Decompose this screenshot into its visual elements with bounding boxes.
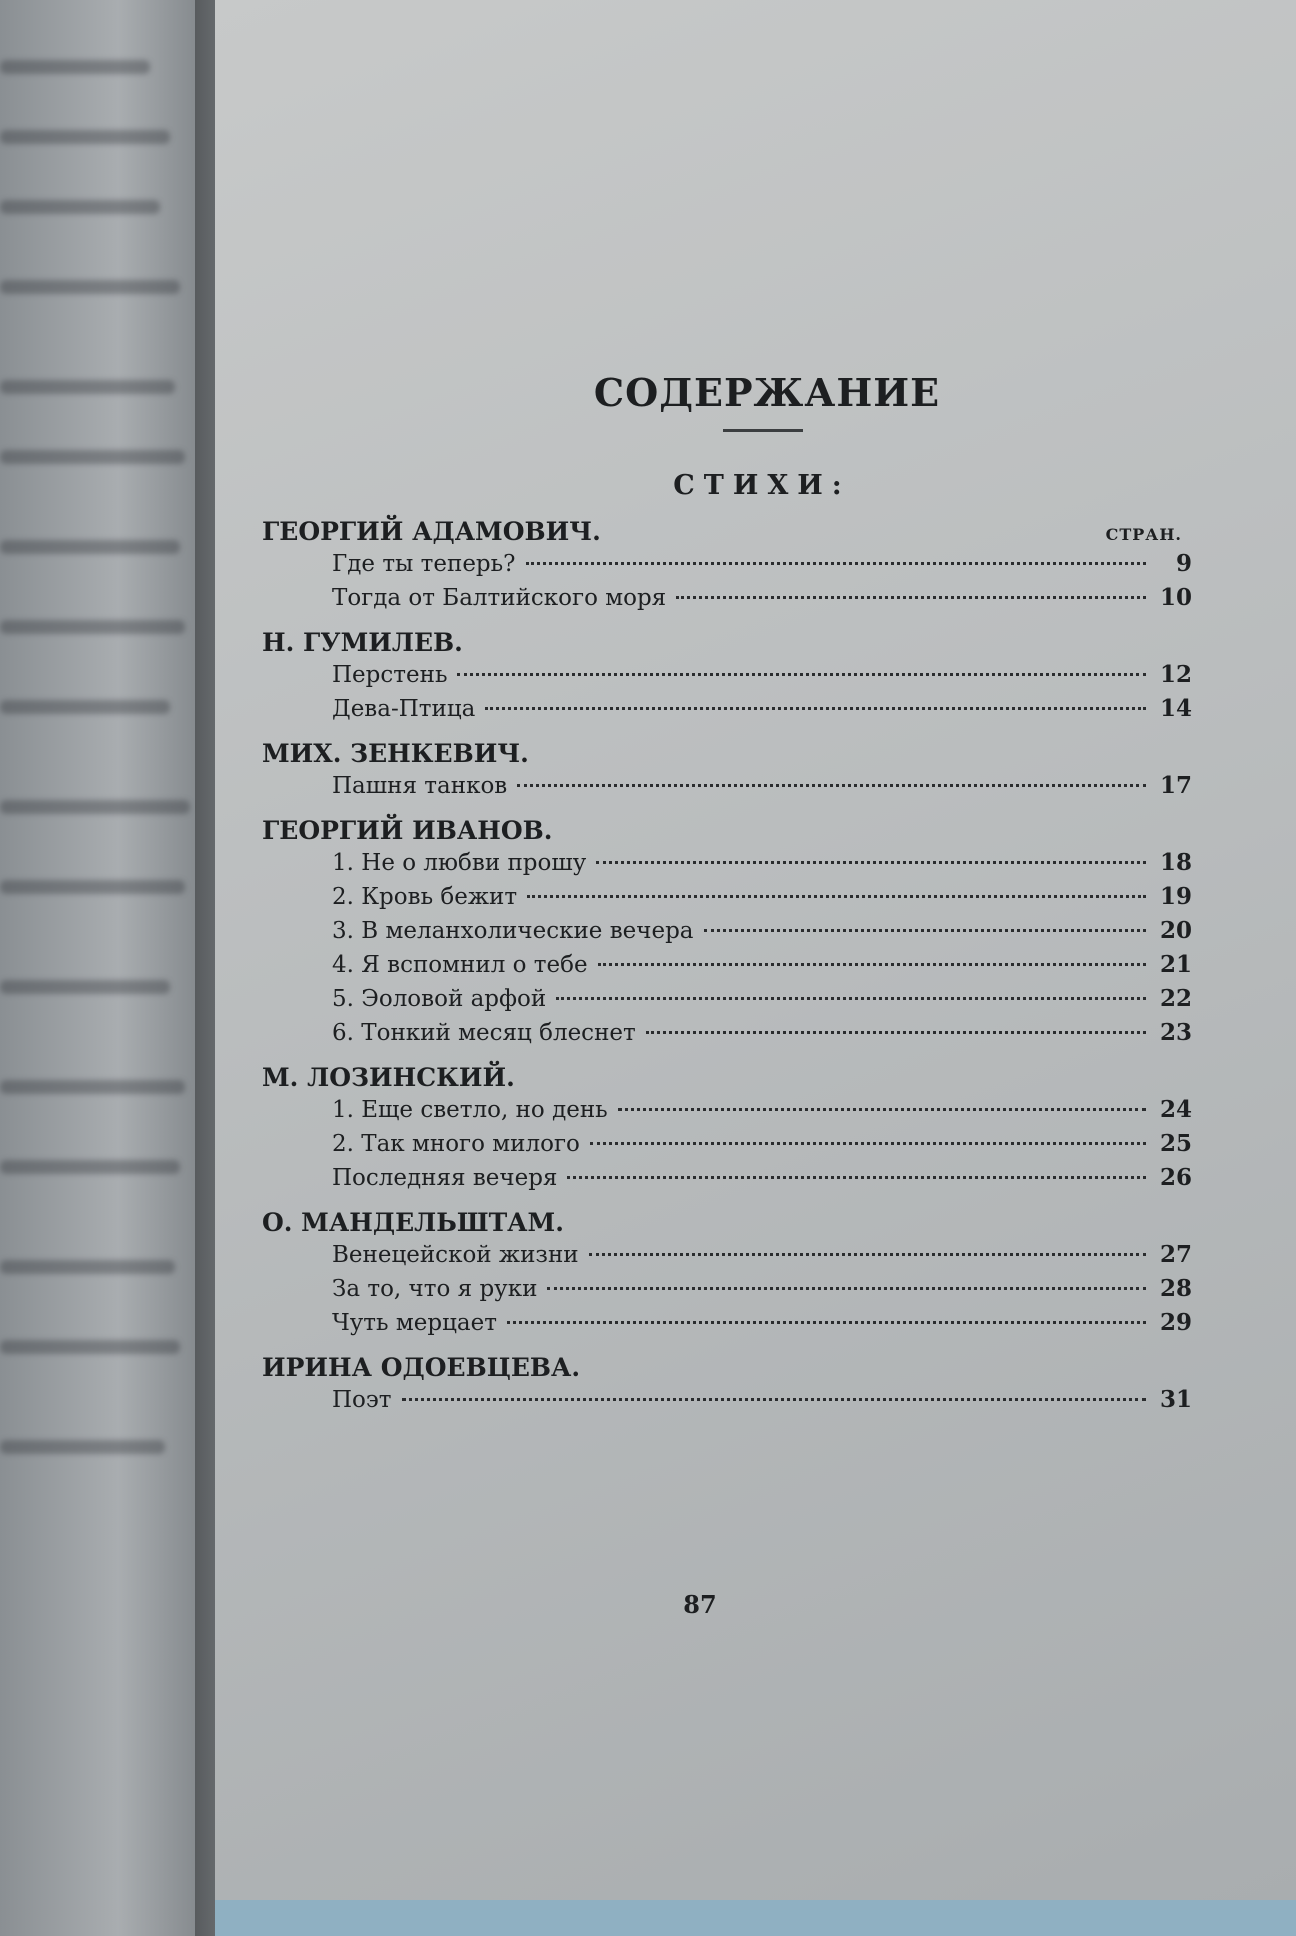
poem-page-number: 23 [1159, 1019, 1192, 1046]
poem-page-number: 22 [1159, 985, 1192, 1012]
poem-title: Тогда от Балтийского моря [332, 585, 667, 611]
poem-page-number: 28 [1159, 1275, 1192, 1302]
blurred-text-line [0, 800, 190, 814]
dot-leader [618, 1108, 1146, 1111]
blurred-text-line [0, 700, 170, 714]
title-rule [723, 429, 803, 432]
blurred-text-line [0, 380, 175, 394]
poem-page-number: 17 [1159, 772, 1192, 799]
poem-page-number: 25 [1159, 1130, 1192, 1157]
author-name: ГЕОРГИЙ АДАМОВИЧ. [262, 517, 601, 546]
toc-entry [262, 1275, 1192, 1309]
toc-author [262, 628, 1192, 657]
poem-title: За то, что я руки [332, 1276, 538, 1302]
toc-author [262, 1353, 1192, 1382]
page-bottom-edge [215, 1900, 1296, 1936]
poem-title: Поэт [332, 1387, 392, 1413]
toc-entry [262, 951, 1192, 985]
toc-list [262, 517, 1192, 1420]
dot-leader [457, 673, 1146, 676]
author-name: М. ЛОЗИНСКИЙ. [262, 1063, 515, 1092]
poem-title: 2. Кровь бежит [332, 884, 518, 910]
dot-leader [547, 1287, 1146, 1290]
poem-title: 3. В меланхолические вечера [332, 918, 694, 944]
poem-title: 2. Так много милого [332, 1131, 580, 1157]
dot-leader [485, 707, 1146, 710]
dot-leader [507, 1321, 1146, 1324]
poem-page-number: 20 [1159, 917, 1192, 944]
page-column-label: СТРАН. [1105, 525, 1182, 544]
table-of-contents [262, 370, 1192, 1420]
poem-title: 1. Не о любви прошу [332, 850, 587, 876]
toc-author [262, 1208, 1192, 1237]
toc-author [262, 739, 1192, 768]
poem-page-number: 31 [1159, 1386, 1192, 1413]
poem-page-number: 10 [1159, 584, 1192, 611]
poem-title: Последняя вечеря [332, 1165, 558, 1191]
blurred-text-line [0, 1260, 175, 1274]
blurred-text-line [0, 880, 185, 894]
dot-leader [704, 929, 1146, 932]
dot-leader [527, 895, 1146, 898]
blurred-text-line [0, 1080, 185, 1094]
poem-page-number: 19 [1159, 883, 1192, 910]
toc-entry [262, 917, 1192, 951]
blurred-text-line [0, 450, 185, 464]
toc-entry [262, 695, 1192, 729]
blurred-text-line [0, 1160, 180, 1174]
toc-entry [262, 550, 1192, 584]
toc-entry [262, 1241, 1192, 1275]
poem-page-number: 29 [1159, 1309, 1192, 1336]
author-name: ИРИНА ОДОЕВЦЕВА. [262, 1353, 581, 1382]
poem-page-number: 27 [1159, 1241, 1192, 1268]
dot-leader [646, 1031, 1146, 1034]
poem-title: Чуть мерцает [332, 1310, 497, 1336]
author-name: О. МАНДЕЛЬШТАМ. [262, 1208, 564, 1237]
blurred-text-line [0, 620, 185, 634]
dot-leader [676, 596, 1146, 599]
page-number: 87 [683, 1590, 717, 1619]
poem-title: 6. Тонкий месяц блеснет [332, 1020, 636, 1046]
toc-entry [262, 883, 1192, 917]
poem-page-number: 14 [1159, 695, 1192, 722]
dot-leader [402, 1398, 1146, 1401]
blurred-text-line [0, 60, 150, 74]
poem-page-number: 21 [1159, 951, 1192, 978]
toc-entry [262, 584, 1192, 618]
blurred-text-line [0, 200, 160, 214]
author-name: Н. ГУМИЛЕВ. [262, 628, 463, 657]
poem-title: Венецейской жизни [332, 1242, 579, 1268]
poem-page-number: 18 [1159, 849, 1192, 876]
toc-author [262, 1063, 1192, 1092]
dot-leader [590, 1142, 1146, 1145]
dot-leader [567, 1176, 1146, 1179]
poem-title: 1. Еще светло, но день [332, 1097, 608, 1123]
toc-author [262, 517, 1192, 546]
dot-leader [526, 562, 1146, 565]
dot-leader [589, 1253, 1146, 1256]
toc-entry [262, 1130, 1192, 1164]
blurred-text-line [0, 130, 170, 144]
toc-entry [262, 1386, 1192, 1420]
page-title: СОДЕРЖАНИЕ [593, 370, 941, 415]
poem-title: 4. Я вспомнил о тебе [332, 952, 588, 978]
section-heading: СТИХИ: [673, 470, 851, 501]
poem-title: 5. Эоловой арфой [332, 986, 547, 1012]
blurred-text-line [0, 1440, 165, 1454]
dot-leader [556, 997, 1146, 1000]
poem-page-number: 9 [1175, 550, 1192, 577]
poem-title: Где ты теперь? [332, 551, 516, 577]
toc-entry [262, 661, 1192, 695]
poem-title: Перстень [332, 662, 448, 688]
toc-entry [262, 849, 1192, 883]
toc-author [262, 816, 1192, 845]
dot-leader [596, 861, 1146, 864]
poem-title: Дева-Птица [332, 696, 476, 722]
toc-entry [262, 985, 1192, 1019]
author-name: ГЕОРГИЙ ИВАНОВ. [262, 816, 553, 845]
dot-leader [517, 784, 1146, 787]
toc-entry [262, 772, 1192, 806]
left-page [0, 0, 215, 1936]
toc-entry [262, 1019, 1192, 1053]
poem-page-number: 24 [1159, 1096, 1192, 1123]
toc-entry [262, 1096, 1192, 1130]
blurred-text-line [0, 280, 180, 294]
blurred-text-line [0, 980, 170, 994]
dot-leader [598, 963, 1146, 966]
toc-entry [262, 1309, 1192, 1343]
author-name: МИХ. ЗЕНКЕВИЧ. [262, 739, 529, 768]
blurred-text-line [0, 540, 180, 554]
toc-entry [262, 1164, 1192, 1198]
poem-title: Пашня танков [332, 773, 508, 799]
poem-page-number: 26 [1159, 1164, 1192, 1191]
blurred-text-line [0, 1340, 180, 1354]
poem-page-number: 12 [1159, 661, 1192, 688]
